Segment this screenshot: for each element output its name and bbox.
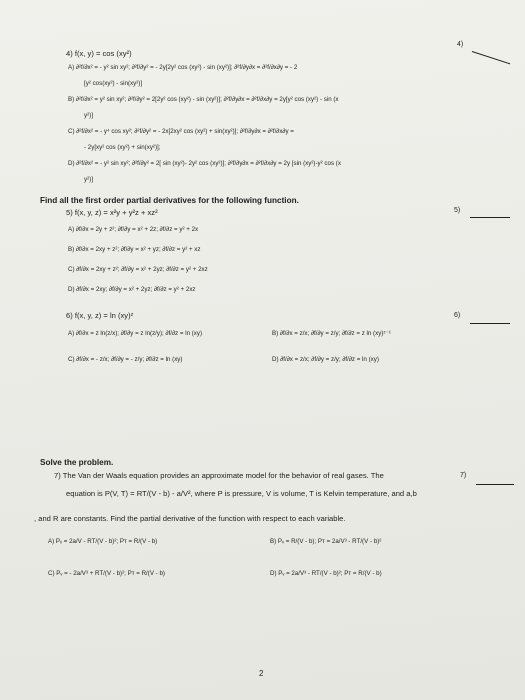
problem6-option-d: D) ∂f/∂x = z/x; ∂f/∂y = z/y; ∂f/∂z = ln (xy): [272, 356, 379, 363]
section-heading-solve: Solve the problem.: [40, 458, 114, 467]
problem7-option-a: A) Pᵥ = 2a/V - RT/(V - b)²; Pᴛ = R/(V - b): [48, 538, 158, 545]
section-heading-first-order: Find all the first order partial derivatives for the following function.: [40, 196, 299, 205]
problem4-option-a-line1: A) ∂²f/∂x² = - y² sin xy²; ∂²f/∂y² = - 2y[2y² cos (xy²) - sin (xy²)]; ∂²f/∂y∂x = ∂²f/∂x∂y = - 2: [68, 64, 298, 71]
problem4-option-d-line1: D) ∂²f/∂x² = - y² sin xy²; ∂²f/∂y² = 2[ sin (xy²)- 2y² cos (xy²)]; ∂²f/∂y∂x = ∂²f/∂x∂y = 2y [sin (xy²)-y² cos (x: [68, 160, 341, 167]
problem6-question: 6) f(x, y, z) = ln (xy)ᶻ: [66, 311, 134, 320]
problem7-question-line3: , and R are constants. Find the partial derivative of the function with respect to each variable.: [34, 514, 346, 523]
page-number: 2: [259, 669, 264, 678]
problem6-option-b: B) ∂f/∂x = z/x; ∂f/∂y = z/y; ∂f/∂z = z ln (xy)ᶻ⁻¹: [272, 330, 391, 337]
problem4-option-c-line2: - 2y[xy² cos (xy²) + sin(xy²)];: [84, 144, 161, 151]
problem7-number: 7): [460, 472, 467, 479]
problem6-number: 6): [454, 312, 461, 319]
problem4-option-a-line2: [y² cos(xy²) - sin(xy²)]: [84, 80, 143, 87]
problem7-option-d: D) Pᵥ = 2a/V³ - RT/(V - b)²; Pᴛ = R/(V - b): [270, 570, 382, 577]
problem5-answer-blank[interactable]: [470, 217, 510, 218]
problem4-answer-blank[interactable]: [472, 51, 510, 64]
problem5-option-c: C) ∂f/∂x = 2xy + z²; ∂f/∂y = x² + 2yz; ∂f/∂z = y² + 2xz: [68, 266, 208, 273]
problem7-option-b: B) Pᵥ = R/(V - b); Pᴛ = 2a/V³ - RT/(V - b)²: [270, 538, 382, 545]
problem4-option-b-line1: B) ∂²f/∂x² = y² sin xy²; ∂²f/∂y² = 2[2y² cos (xy²) - sin (xy²)]; ∂²f/∂y∂x = ∂²f/∂x∂y = 2y[y² cos (xy²) - sin (x: [68, 96, 339, 103]
problem4-option-d-line2: y²)]: [84, 176, 93, 183]
problem7-option-c: C) Pᵥ = - 2a/V³ + RT/(V - b)²; Pᴛ = R/(V - b): [48, 570, 165, 577]
problem6-option-c: C) ∂f/∂x = - z/x; ∂f/∂y = - z/y; ∂f/∂z = ln (xy): [68, 356, 183, 363]
problem6-answer-blank[interactable]: [470, 323, 510, 324]
problem4-option-c-line1: C) ∂²f/∂x² = - y⁴ cos xy²; ∂²f/∂y² = - 2x[2xy² cos (xy²) + sin(xy²)]; ∂²f/∂y∂x = ∂²f/∂x∂y =: [68, 128, 294, 135]
problem5-number: 5): [454, 207, 461, 214]
problem5-question: 5) f(x, y, z) = x²y + y²z + xz²: [66, 208, 158, 217]
problem7-question-line2: equation is P(V, T) = RT/(V - b) - a/V², where P is pressure, V is volume, T is Kelvin temperature, and a,b: [66, 489, 417, 498]
problem5-option-a: A) ∂f/∂x = 2y + z²; ∂f/∂y = x² + 2z; ∂f/∂z = y² + 2x: [68, 226, 199, 233]
problem4-option-b-line2: y²)]: [84, 112, 93, 119]
problem5-option-b: B) ∂f/∂x = 2xy + z²; ∂f/∂y = x² + yz; ∂f/∂z = y² + xz: [68, 246, 201, 253]
problem7-question-line1: 7) The Van der Waals equation provides an approximate model for the behavior of real gases. The: [54, 471, 384, 480]
problem4-question: 4) f(x, y) = cos (xy²): [66, 49, 132, 58]
problem7-answer-blank[interactable]: [476, 484, 514, 485]
problem6-option-a: A) ∂f/∂x = z ln(z/x); ∂f/∂y = z ln(z/y); ∂f/∂z = ln (xy): [68, 330, 203, 337]
problem4-number: 4): [457, 41, 464, 48]
problem5-option-d: D) ∂f/∂x = 2xy; ∂f/∂y = x² + 2yz; ∂f/∂z = y² + 2xz: [68, 286, 196, 293]
